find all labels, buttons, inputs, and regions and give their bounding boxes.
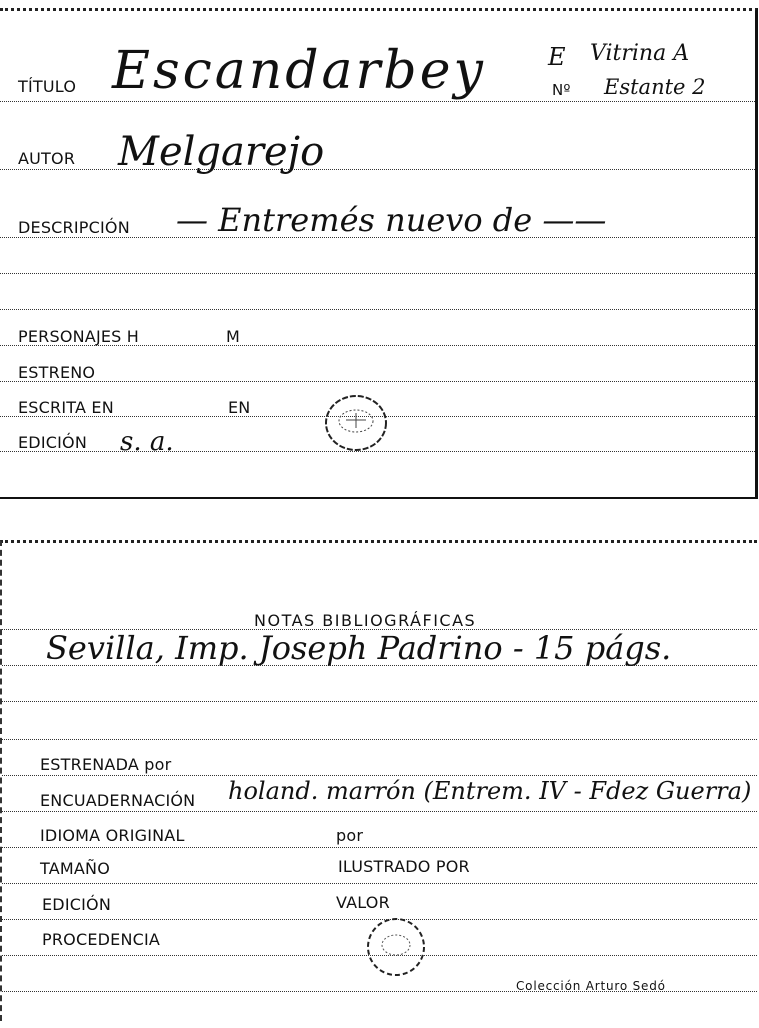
encuadernacion-value: holand. marrón (Entrem. IV - Fdez Guerra) bbox=[228, 777, 752, 805]
por-label: por bbox=[336, 826, 364, 845]
rule-line bbox=[2, 739, 757, 740]
rule-line bbox=[2, 811, 757, 812]
coleccion-label: Colección Arturo Sedó bbox=[516, 979, 666, 993]
rule-line bbox=[0, 273, 755, 274]
edicion-back-label: EDICIÓN bbox=[42, 895, 112, 914]
catalog-card-back bbox=[0, 540, 757, 1021]
ilustrado-label: ILUSTRADO POR bbox=[338, 857, 470, 876]
rule-line bbox=[0, 101, 755, 102]
rule-line bbox=[2, 883, 757, 884]
rule-line bbox=[0, 169, 755, 170]
autor-value: Melgarejo bbox=[118, 129, 325, 175]
location-line2: Estante 2 bbox=[604, 75, 706, 99]
en-label: EN bbox=[228, 398, 251, 417]
rule-line bbox=[2, 775, 757, 776]
estreno-label: ESTRENO bbox=[18, 363, 96, 382]
titulo-label: TÍTULO bbox=[18, 77, 77, 96]
idioma-label: IDIOMA ORIGINAL bbox=[40, 826, 185, 845]
rule-line bbox=[0, 381, 755, 382]
escrita-label: ESCRITA EN bbox=[18, 398, 114, 417]
notas-value: Sevilla, Imp. Joseph Padrino - 15 págs. bbox=[46, 629, 672, 667]
encuadernacion-label: ENCUADERNACIÓN bbox=[40, 791, 196, 810]
rule-line bbox=[2, 701, 757, 702]
descripcion-label: DESCRIPCIÓN bbox=[18, 218, 130, 237]
edicion-label: EDICIÓN bbox=[18, 433, 88, 452]
edicion-value: s. a. bbox=[120, 427, 174, 457]
rule-line bbox=[0, 309, 755, 310]
notas-heading: NOTAS BIBLIOGRÁFICAS bbox=[254, 611, 477, 630]
rule-line bbox=[2, 847, 757, 848]
personajes-m-label: M bbox=[226, 327, 241, 346]
stamp-seal-icon bbox=[318, 393, 396, 457]
catalog-card-front bbox=[0, 8, 758, 499]
stamp-seal-icon bbox=[360, 913, 432, 983]
titulo-value: Escandarbey bbox=[112, 41, 486, 101]
descripcion-value: — Entremés nuevo de —— bbox=[176, 201, 607, 239]
location-line1: Vitrina A bbox=[590, 41, 690, 66]
tamano-label: TAMAÑO bbox=[40, 859, 110, 878]
location-e: E bbox=[548, 43, 566, 71]
valor-label: VALOR bbox=[336, 893, 390, 912]
personajes-label: PERSONAJES H bbox=[18, 327, 140, 346]
estrenada-label: ESTRENADA por bbox=[40, 755, 172, 774]
procedencia-label: PROCEDENCIA bbox=[42, 930, 161, 949]
location-no-label: Nº bbox=[552, 81, 571, 99]
autor-label: AUTOR bbox=[18, 149, 76, 168]
